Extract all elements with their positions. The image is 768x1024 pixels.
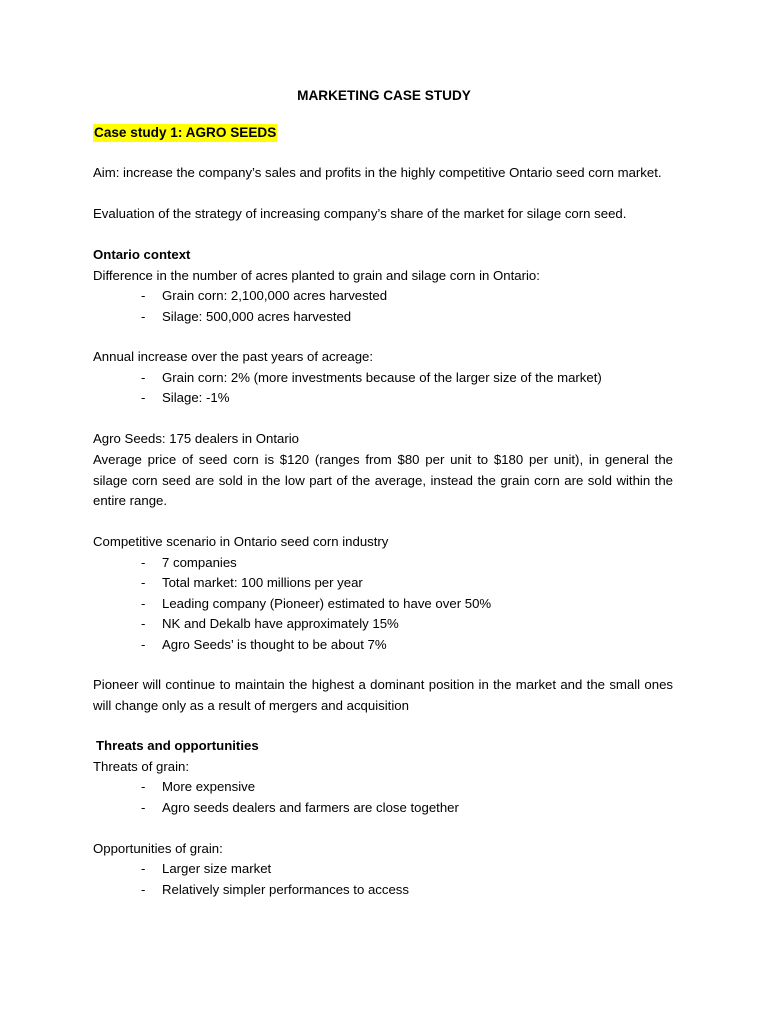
annual-increase-intro: Annual increase over the past years of acreage:	[93, 349, 374, 364]
list-item: - Grain corn: 2,100,000 acres harvested	[93, 286, 673, 307]
threats-opportunities-section	[93, 736, 673, 900]
list-item: - Total market: 100 millions per year	[93, 573, 673, 594]
list-item: - Silage: -1%	[93, 388, 673, 409]
competitive-intro: Competitive scenario in Ontario seed corn industry	[93, 534, 389, 549]
list-item: - More expensive	[93, 777, 673, 798]
agro-seeds-dealers: Agro Seeds: 175 dealers in Ontario	[93, 431, 299, 446]
case-study-title: Case study 1: AGRO SEEDS	[94, 125, 277, 140]
ontario-context-intro: Difference in the number of acres planted to grain and silage corn in Ontario:	[93, 267, 540, 283]
document-title: MARKETING CASE STUDY	[297, 88, 471, 103]
annual-increase-section	[93, 347, 673, 409]
competitive-section	[93, 532, 673, 655]
list-item: - Silage: 500,000 acres harvested	[93, 307, 673, 328]
list-item: - NK and Dekalb have approximately 15%	[93, 614, 673, 635]
list-item: - 7 companies	[93, 553, 673, 574]
pioneer-paragraph: Pioneer will continue to maintain the highest a dominant position in the market and the small ones will change only as a result of mergers and acquisition	[93, 677, 673, 713]
threats-list	[93, 777, 673, 818]
ontario-context-list	[93, 286, 673, 327]
evaluation-line: Evaluation of the strategy of increasing company’s share of the market for silage corn seed.	[93, 206, 627, 221]
competitive-list	[93, 553, 673, 656]
annual-increase-list	[93, 368, 673, 409]
threats-opportunities-heading: Threats and opportunities	[96, 738, 259, 753]
aim-paragraph: Aim: increase the company’s sales and profits in the highly competitive Ontario seed corn market.	[93, 165, 662, 180]
list-item: - Relatively simpler performances to access	[93, 880, 673, 901]
price-paragraph: Average price of seed corn is $120 (ranges from $80 per unit to $180 per unit), in general the silage corn seed are sold in the low part of the average, instead the grain corn are sold within the entire range.	[93, 452, 673, 508]
list-item: - Agro seeds dealers and farmers are close together	[93, 798, 673, 819]
threats-intro: Threats of grain:	[93, 758, 190, 774]
list-item: - Larger size market	[93, 859, 673, 880]
opportunities-list	[93, 859, 673, 900]
list-item: - Agro Seeds’ is thought to be about 7%	[93, 635, 673, 656]
ontario-context-section	[93, 245, 673, 327]
opportunities-intro: Opportunities of grain:	[93, 840, 223, 856]
ontario-context-heading: Ontario context	[93, 247, 191, 262]
list-item: - Leading company (Pioneer) estimated to have over 50%	[93, 594, 673, 615]
list-item: - Grain corn: 2% (more investments because of the larger size of the market)	[93, 368, 673, 389]
